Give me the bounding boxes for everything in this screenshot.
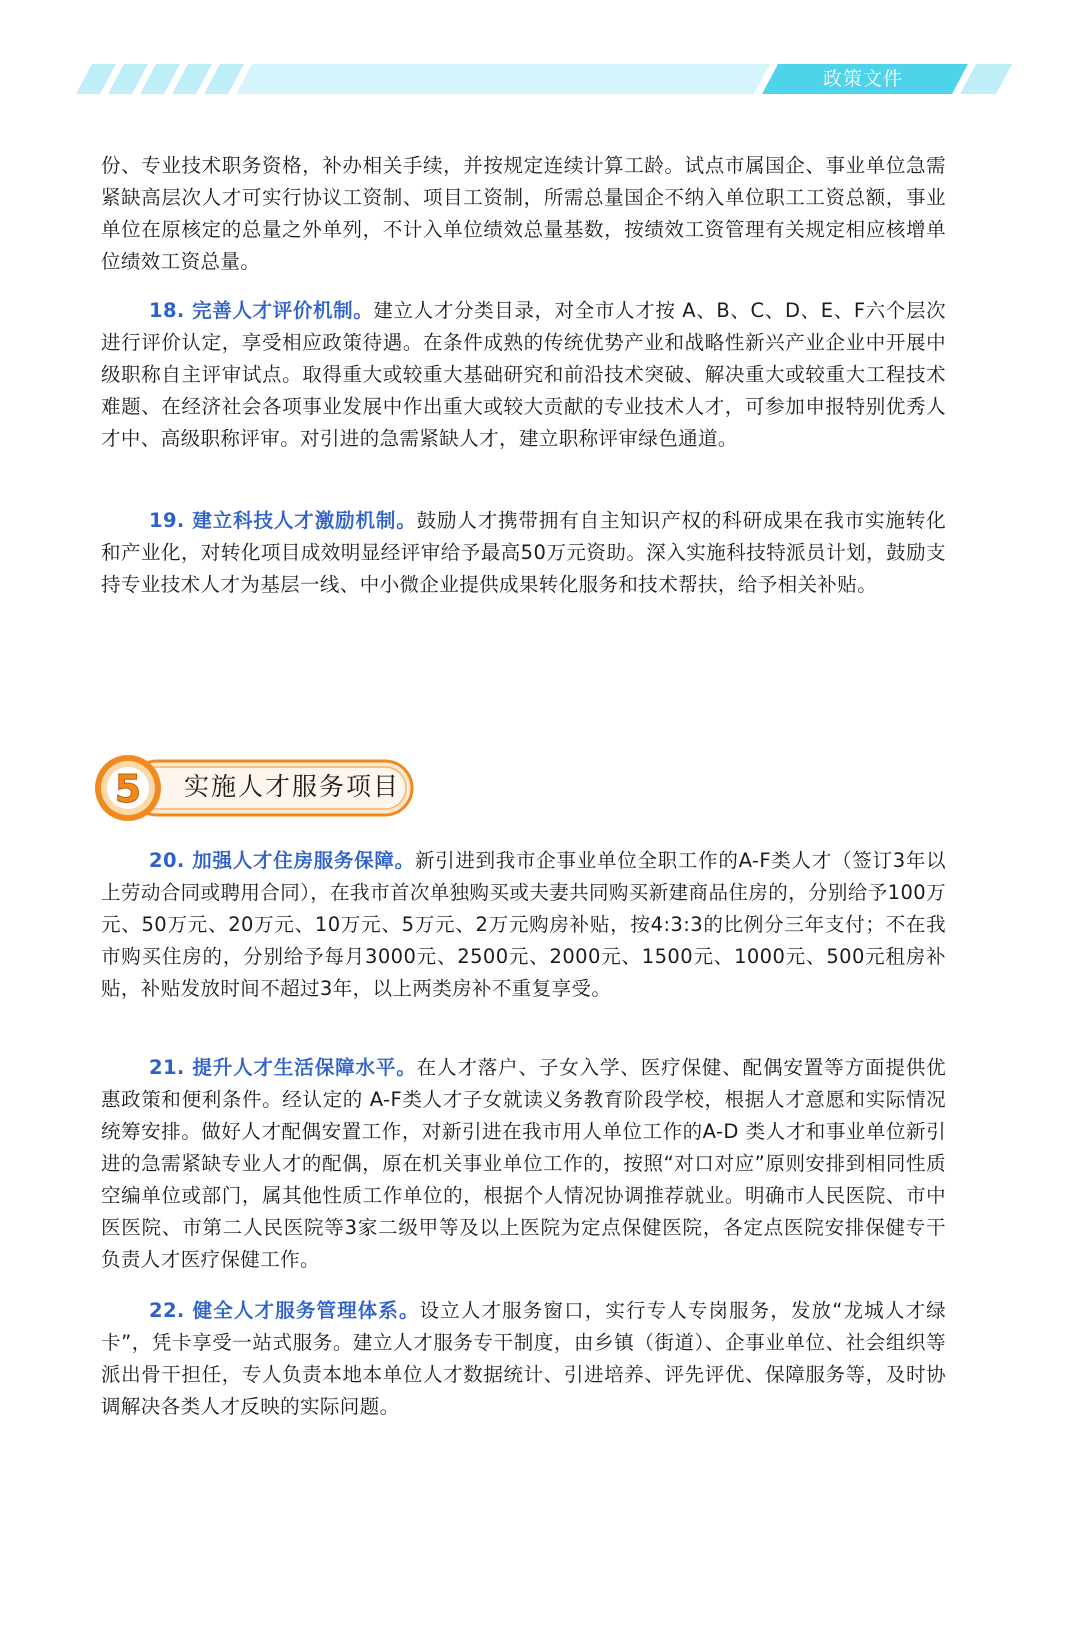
paragraph-19 xyxy=(101,505,946,601)
paragraph-text: 份、专业技术职务资格，补办相关手续，并按规定连续计算工龄。试点市属国企、事业单位急需紧缺高层次人才可实行协议工资制、项目工资制，所需总量国企不纳入单位职工工资总额，事业单位在原核定的总量之外单列，不计入单位绩效总量基数，按绩效工资管理有关规定相应核增单位绩效工资总量。 xyxy=(101,154,946,273)
paragraph-lead: 20. 加强人才住房服务保障。 xyxy=(149,849,415,872)
header-band xyxy=(0,0,1080,110)
paragraph-lead: 18. 完善人才评价机制。 xyxy=(149,299,374,322)
paragraph-18 xyxy=(101,295,946,455)
paragraph-lead: 21. 提升人才生活保障水平。 xyxy=(149,1056,417,1079)
paragraph-text: 在人才落户、子女入学、医疗保健、配偶安置等方面提供优惠政策和便利条件。经认定的 A-F类人才子女就读义务教育阶段学校，根据人才意愿和实际情况统筹安排。做好人才配偶安置工作，对新引进在我市用人单位工作的A-D 类人才和事业单位新引进的急需紧缺专业人才的配偶，原在机关事业单位工作的，按照“对口对应”原则安排到相同性质空编单位或部门，属其他性质工作单位的，根据个人情况协调推荐就业。明确市人民医院、市中医医院、市第二人民医院等3家二级甲等及以上医院为定点保健医院，各定点医院安排保健专干负责人才医疗保健工作。 xyxy=(101,1056,946,1271)
paragraph-22 xyxy=(101,1295,946,1423)
section-number-glyph: 5 xyxy=(114,767,142,811)
paragraph-text: 鼓励人才携带拥有自主知识产权的科研成果在我市实施转化和产业化，对转化项目成效明显经评审给予最高50万元资助。深入实施科技特派员计划，鼓励支持专业技术人才为基层一线、中小微企业提供成果转化服务和技术帮扶，给予相关补贴。 xyxy=(101,509,946,596)
paragraph-continuation xyxy=(101,150,946,278)
paragraph-lead: 22. 健全人才服务管理体系。 xyxy=(149,1299,420,1322)
paragraph-text: 新引进到我市企事业单位全职工作的A-F类人才（签订3年以上劳动合同或聘用合同），在我市首次单独购买或夫妻共同购买新建商品住房的，分别给予100万元、50万元、20万元、10万元、5万元、2万元购房补贴，按4:3:3的比例分三年支付；不在我市购买住房的，分别给予每月3000元、2500元、2000元、1500元、1000元、500元租房补贴，补贴发放时间不超过3年，以上两类房补不重复享受。 xyxy=(101,849,946,1000)
paragraph-text: 设立人才服务窗口，实行专人专岗服务，发放“龙城人才绿卡”，凭卡享受一站式服务。建立人才服务专干制度，由乡镇（街道）、企事业单位、社会组织等派出骨干担任，专人负责本地本单位人才数据统计、引进培养、评先评优、保障服务等，及时协调解决各类人才反映的实际问题。 xyxy=(101,1299,946,1418)
section-title: 实施人才服务项目 xyxy=(184,772,401,801)
paragraph-text: 建立人才分类目录，对全市人才按 A、B、C、D、E、F六个层次进行评价认定，享受相应政策待遇。在条件成熟的传统优势产业和战略性新兴产业企业中开展中级职称自主评审试点。取得重大或较重大基础研究和前沿技术突破、解决重大或较重大工程技术难题、在经济社会各项事业发展中作出重大或较大贡献的专业技术人才，可参加申报特别优秀人才中、高级职称评审。对引进的急需紧缺人才，建立职称评审绿色通道。 xyxy=(101,299,946,450)
paragraph-lead: 19. 建立科技人才激励机制。 xyxy=(149,509,417,532)
paragraph-21 xyxy=(101,1052,946,1276)
header-category-label: 政策文件 xyxy=(822,68,903,90)
paragraph-20 xyxy=(101,845,946,1005)
